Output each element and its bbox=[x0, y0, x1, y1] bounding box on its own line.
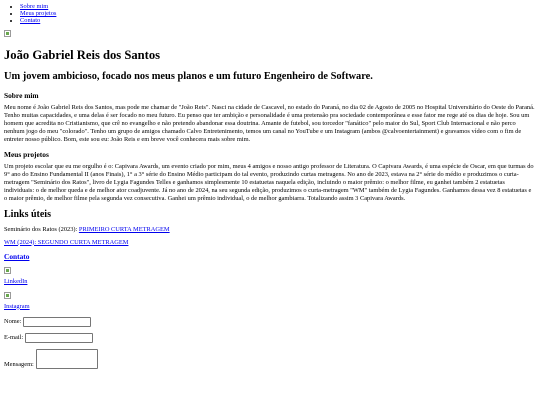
email-input[interactable] bbox=[25, 333, 93, 343]
about-text: Meu nome é João Gabriel Reis dos Santos, mas pode me chamar de "João Reis". Nasci na cidade de Cascavel, no estado do Paraná, no dia 02 de Agosto de 2005 no Hospital Universitário do Oeste do Paraná. Tenho muitas capacidades, e uma delas é ser focado no meu futuro. Eu penso que ter ambição e personalidade é uma pretensão pra sociedade contemporânea e esse fator me rege até os dias de hoje. Sou um homem que acredita no Cristianismo, que crê no evangelho e não pretendo abandonar essa doutrina. Amante de futebol, sou torcedor "fanático" pelo maior do Sul, Sport Club Internacional e não perco nenhum jogo do meu "colorado". Tenho um grupo de amigos chamado Calvo Entretenimento, temos um canal no YouTube e um Instagram (ambos @calvoentertainment) e gravamos vídeo com o fim de entreter nosso público. Bom, este sou eu: João Reis e em breve você conhecera mais sobre mim. bbox=[4, 103, 535, 143]
nav-link-contato[interactable]: Contato bbox=[20, 17, 41, 25]
link-item-1 bbox=[4, 226, 536, 234]
email-row bbox=[4, 333, 536, 343]
nav-item bbox=[20, 3, 536, 10]
nav-item bbox=[20, 17, 536, 24]
projects-text: Um projeto escolar que eu me orgulho é o: Capivara Awards, um evento criado por mim, meus 4 amigos e nosso antigo professor de Literatura. O Capivara Awards, é uma espécie de Oscar, em que turmas do 9° ano do Ensino Fundamental II (anos Finais), 1° a 3° série do Ensino Médio participam do tal evento, produzindo curtas metragens. No ano de 2023, estava na 2° série do médio e produzimos o curta-metragem "Seminário dos Ratos", livro de Lygia Fagundes Telles e ganhamos simplesmente 10 estatuetas naquela edição, incluindo o maior prêmio: o melhor filme, eu ganhei também 2 estatuetas individuais: o de melhor queda e de melhor ator coadjuvente. Já no ano de 2024, na seu segunda edição, produzimos o curta-metragem "WM" também de Lygia Fagundes. Ganhamos dessa vez 8 estatuetas e o maior prêmio, de melhor filme pela segunda vez consecutiva. Ganhei um prêmio individual, o de melhor gambiarra. Totalizando assim 3 Capivara Awards. bbox=[4, 162, 534, 202]
message-label: Mensagem: bbox=[4, 360, 34, 368]
profile-image-broken-icon bbox=[4, 30, 11, 37]
nav-link-meus-projetos[interactable]: Meus projetos bbox=[20, 10, 57, 18]
page-tagline: Um jovem ambicioso, focado nos meus planos e um futuro Engenheiro de Software. bbox=[4, 70, 373, 82]
nav-item bbox=[20, 10, 536, 17]
instagram-broken-icon[interactable] bbox=[4, 292, 11, 299]
message-row bbox=[4, 349, 536, 369]
contact-heading bbox=[4, 252, 536, 261]
link-item-1-prefix: Seminário dos Ratos (2023): bbox=[4, 225, 79, 233]
message-textarea[interactable] bbox=[36, 349, 98, 369]
link-first-short-film[interactable]: PRIMEIRO CURTA METRAGEM bbox=[78, 225, 170, 233]
nav-menu bbox=[4, 3, 536, 25]
name-row bbox=[4, 317, 536, 327]
link-second-short-film[interactable]: WM (2024): SEGUNDO CURTA METRAGEM bbox=[4, 238, 129, 246]
link-item-2 bbox=[4, 239, 536, 247]
page-title: João Gabriel Reis dos Santos bbox=[4, 47, 161, 62]
contact-heading-link[interactable]: Contato bbox=[4, 251, 30, 261]
name-input[interactable] bbox=[23, 317, 91, 327]
about-heading: Sobre mim bbox=[4, 90, 39, 100]
email-label: E-mail: bbox=[4, 333, 24, 341]
name-label: Nome: bbox=[4, 317, 22, 325]
nav-link-sobre-mim[interactable]: Sobre mim bbox=[20, 3, 49, 10]
profile-image-wrapper bbox=[4, 30, 536, 38]
linkedin-link[interactable]: LinkedIn bbox=[4, 277, 28, 285]
instagram-block bbox=[4, 292, 536, 311]
linkedin-broken-icon[interactable] bbox=[4, 267, 11, 274]
projects-heading: Meus projetos bbox=[4, 149, 49, 159]
linkedin-block bbox=[4, 267, 536, 286]
links-heading: Links úteis bbox=[4, 208, 51, 220]
instagram-link[interactable]: Instagram bbox=[4, 302, 30, 310]
